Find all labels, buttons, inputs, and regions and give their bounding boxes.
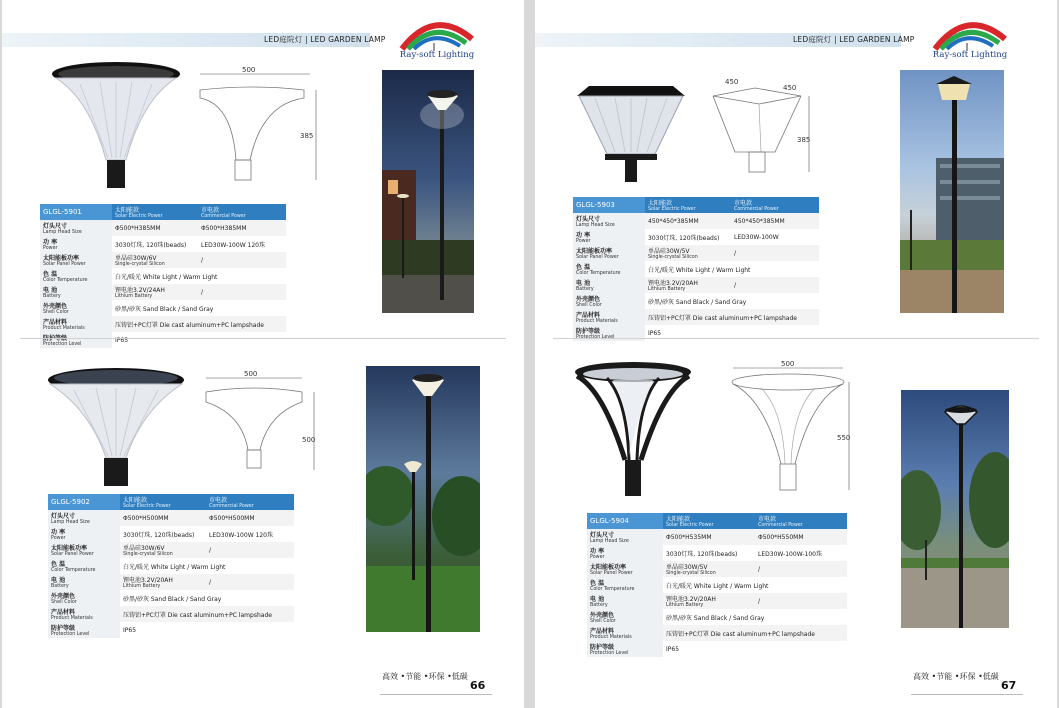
value-color: 白光/暖光 White Light / Warm Light <box>663 577 847 593</box>
brand-name: Ray-soft Lighting <box>399 50 475 60</box>
value-panel-commercial: / <box>755 561 847 577</box>
value-battery-solar: 锂电池3.2V/24AH Lithium Battery <box>112 284 198 300</box>
label-battery: 电 池 Battery <box>587 593 663 609</box>
footer-slogan: 高效 •节能 •环保 •低碳 <box>382 672 468 681</box>
value-panel-solar: 单晶硅30W/6V Single-crystal Silicon <box>112 252 198 268</box>
col-commercial: 市电款 Commercial Power <box>206 494 294 510</box>
value-battery-commercial: / <box>731 277 819 293</box>
park-scene <box>366 366 480 632</box>
value-size-solar: Φ500*H385MM <box>112 220 198 236</box>
label-panel: 太阳能板功率 Solar Panel Power <box>40 252 112 268</box>
value-panel-solar: 单晶硅30W/5V Single-crystal Silicon <box>663 561 755 577</box>
value-protection: IP65 <box>112 332 286 348</box>
col-commercial: 市电款 Commercial Power <box>198 204 286 220</box>
value-power-commercial: LED30W-100W 120珠 <box>198 236 286 252</box>
value-color: 白光/暖光 White Light / Warm Light <box>120 558 294 574</box>
dim-width-5901: 500 <box>242 66 256 74</box>
lamp-photo-5902 <box>46 366 188 490</box>
label-color: 色 温 Color Temperature <box>40 268 112 284</box>
lamp-photo-5904 <box>573 360 693 498</box>
section-divider <box>20 338 506 339</box>
label-power: 功 率 Power <box>40 236 112 252</box>
footer-divider <box>380 694 492 695</box>
scene-photo-5904 <box>901 390 1009 628</box>
label-size: 灯头尺寸 Lamp Head Size <box>573 213 645 229</box>
value-shell: 砂黑/砂灰 Sand Black / Sand Gray <box>112 300 286 316</box>
value-shell: 砂黑/砂灰 Sand Black / Sand Gray <box>663 609 847 625</box>
label-power: 功 率 Power <box>48 526 120 542</box>
page-number: 66 <box>470 679 486 692</box>
col-solar: 太阳能款 Solar Electric Power <box>663 513 755 529</box>
value-material: 压铸铝+PC灯罩 Die cast aluminum+PC lampshade <box>663 625 847 641</box>
value-color: 白光/暖光 White Light / Warm Light <box>645 261 819 277</box>
value-battery-solar: 锂电池3.2V/20AH Lithium Battery <box>645 277 731 293</box>
value-size-commercial: Φ500*H500MM <box>206 510 294 526</box>
dim-height-5904: 550 <box>837 434 851 442</box>
value-size-commercial: 450*450*385MM <box>731 213 819 229</box>
dim-height-5902: 500 <box>302 436 316 444</box>
value-battery-commercial: / <box>755 593 847 609</box>
label-material: 产品材料 Product Materials <box>573 309 645 325</box>
model-number: GLGL-5901 <box>40 204 112 220</box>
dimension-drawing-5901 <box>192 64 322 188</box>
scene-photo-5902 <box>366 366 480 632</box>
col-solar: 太阳能款 Solar Electric Power <box>120 494 206 510</box>
col-solar: 太阳能款 Solar Electric Power <box>112 204 198 220</box>
label-size: 灯头尺寸 Lamp Head Size <box>48 510 120 526</box>
header-title: LED庭院灯 | LED GARDEN LAMP <box>264 35 386 44</box>
value-color: 白光/暖光 White Light / Warm Light <box>112 268 286 284</box>
spec-table-5902 <box>48 494 294 638</box>
value-panel-commercial: / <box>206 542 294 558</box>
spec-table-5901 <box>40 204 286 348</box>
spec-table-5904 <box>587 513 847 657</box>
value-protection: IP65 <box>663 641 847 657</box>
value-battery-commercial: / <box>198 284 286 300</box>
model-number: GLGL-5904 <box>587 513 663 529</box>
section-divider <box>553 338 1039 339</box>
dusk-plaza-scene <box>900 70 1004 313</box>
footer-slogan: 高效 •节能 •环保 •低碳 <box>913 672 999 681</box>
night-street-scene <box>382 70 474 313</box>
value-panel-solar: 单晶硅30W/6V Single-crystal Silicon <box>120 542 206 558</box>
page-number: 67 <box>1001 679 1017 692</box>
value-panel-commercial: / <box>731 245 819 261</box>
rainbow-logo-icon <box>927 17 1013 51</box>
dim-depth-5903: 450 <box>783 84 797 92</box>
label-power: 功 率 Power <box>573 229 645 245</box>
value-battery-solar: 锂电池3.2V/20AH Lithium Battery <box>120 574 206 590</box>
label-protection: 防护等级 Protection Level <box>587 641 663 657</box>
value-size-solar: Φ500*H500MM <box>120 510 206 526</box>
dimension-drawing-5904 <box>725 360 855 496</box>
dim-height-5903: 385 <box>797 136 811 144</box>
col-commercial: 市电款 Commercial Power <box>731 197 819 213</box>
dimension-drawing-5903 <box>705 76 815 186</box>
label-shell: 外壳颜色 Shell Color <box>48 590 120 606</box>
header-title: LED庭院灯 | LED GARDEN LAMP <box>793 35 915 44</box>
label-battery: 电 池 Battery <box>48 574 120 590</box>
col-commercial: 市电款 Commercial Power <box>755 513 847 529</box>
model-number: GLGL-5903 <box>573 197 645 213</box>
value-protection: IP65 <box>120 622 294 638</box>
value-size-solar: 450*450*385MM <box>645 213 731 229</box>
value-power-commercial: LED30W-100W-100珠 <box>755 545 847 561</box>
label-battery: 电 池 Battery <box>573 277 645 293</box>
label-power: 功 率 Power <box>587 545 663 561</box>
evening-park-scene <box>901 390 1009 628</box>
rainbow-logo-icon <box>394 17 480 51</box>
label-material: 产品材料 Product Materials <box>48 606 120 622</box>
label-panel: 太阳能板功率 Solar Panel Power <box>587 561 663 577</box>
label-color: 色 温 Color Temperature <box>587 577 663 593</box>
label-size: 灯头尺寸 Lamp Head Size <box>40 220 112 236</box>
value-power-commercial: LED30W-100W <box>731 229 819 245</box>
value-material: 压铸铝+PC灯罩 Die cast aluminum+PC lampshade <box>112 316 286 332</box>
value-power-solar: 3030灯珠, 120珠(beads) <box>645 229 731 245</box>
value-shell: 砂黑/砂灰 Sand Black / Sand Gray <box>120 590 294 606</box>
value-material: 压铸铝+PC灯罩 Die cast aluminum+PC lampshade <box>120 606 294 622</box>
lamp-photo-5901 <box>50 60 182 190</box>
value-material: 压铸铝+PC灯罩 Die cast aluminum+PC lampshade <box>645 309 819 325</box>
label-color: 色 温 Color Temperature <box>573 261 645 277</box>
catalog-page-67 <box>535 0 1057 708</box>
label-panel: 太阳能板功率 Solar Panel Power <box>48 542 120 558</box>
dim-width-5903: 450 <box>725 78 739 86</box>
dim-width-5904: 500 <box>781 360 795 368</box>
label-shell: 外壳颜色 Shell Color <box>573 293 645 309</box>
value-panel-commercial: / <box>198 252 286 268</box>
scene-photo-5901 <box>382 70 474 313</box>
catalog-page-66 <box>2 0 524 708</box>
label-color: 色 温 Color Temperature <box>48 558 120 574</box>
value-battery-commercial: / <box>206 574 294 590</box>
brand-logo <box>927 17 1013 63</box>
label-protection: 防护等级 Protection Level <box>48 622 120 638</box>
value-size-commercial: Φ500*H385MM <box>198 220 286 236</box>
dim-width-5902: 500 <box>244 370 258 378</box>
value-size-commercial: Φ500*H550MM <box>755 529 847 545</box>
value-power-solar: 3030灯珠, 120珠(beads) <box>663 545 755 561</box>
label-battery: 电 池 Battery <box>40 284 112 300</box>
value-size-solar: Φ500*H535MM <box>663 529 755 545</box>
model-number: GLGL-5902 <box>48 494 120 510</box>
label-shell: 外壳颜色 Shell Color <box>40 300 112 316</box>
label-shell: 外壳颜色 Shell Color <box>587 609 663 625</box>
value-power-solar: 3030灯珠, 120珠(beads) <box>120 526 206 542</box>
value-power-commercial: LED30W-100W 120珠 <box>206 526 294 542</box>
spec-table-5903 <box>573 197 819 341</box>
label-protection: 防护等级 Protection Level <box>573 325 645 341</box>
label-material: 产品材料 Product Materials <box>40 316 112 332</box>
lamp-photo-5903 <box>575 74 687 184</box>
value-protection: IP65 <box>645 325 819 341</box>
label-panel: 太阳能板功率 Solar Panel Power <box>573 245 645 261</box>
value-power-solar: 3030灯珠, 120珠(beads) <box>112 236 198 252</box>
footer-divider <box>911 694 1023 695</box>
dimension-drawing-5902 <box>202 370 322 480</box>
scene-photo-5903 <box>900 70 1004 313</box>
value-panel-solar: 单晶硅30W/5V Single-crystal Silicon <box>645 245 731 261</box>
col-solar: 太阳能款 Solar Electric Power <box>645 197 731 213</box>
value-shell: 砂黑/砂灰 Sand Black / Sand Gray <box>645 293 819 309</box>
label-material: 产品材料 Product Materials <box>587 625 663 641</box>
label-size: 灯头尺寸 Lamp Head Size <box>587 529 663 545</box>
value-battery-solar: 锂电池3.2V/20AH Lithium Battery <box>663 593 755 609</box>
brand-logo <box>394 17 480 63</box>
brand-name: Ray-soft Lighting <box>932 50 1008 60</box>
label-protection: 防护等级 Protection Level <box>40 332 112 348</box>
dim-height-5901: 385 <box>300 132 314 140</box>
